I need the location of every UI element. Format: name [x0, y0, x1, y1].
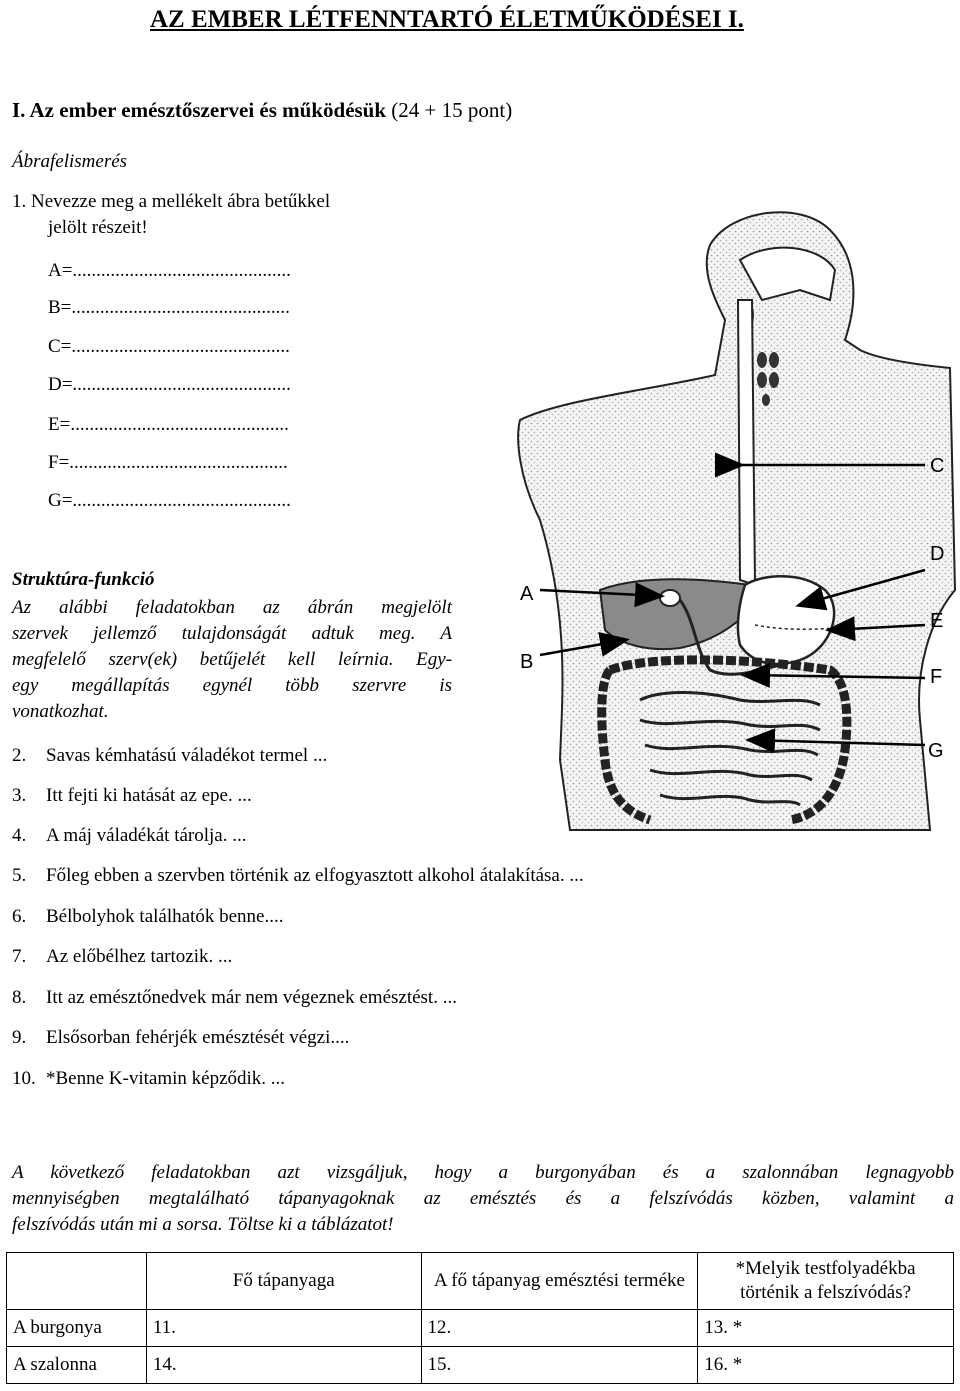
question-number: 9. [12, 1027, 27, 1048]
label-E: E [930, 610, 944, 632]
question-text: Bélbolyhok találhatók benne.... [46, 906, 284, 927]
answer-cell-13[interactable]: 13. * [698, 1310, 954, 1347]
question-1-line1: 1. Nevezze meg a mellékelt ábra betűkkel [12, 191, 331, 212]
question-9[interactable] [12, 1027, 349, 1049]
table-cell: A szalonna [7, 1347, 147, 1384]
section-points: (24 + 15 pont) [391, 98, 513, 122]
table-header-row [7, 1253, 954, 1310]
question-2[interactable] [12, 745, 327, 767]
esophagus [738, 300, 755, 585]
answer-cell-15[interactable]: 15. [421, 1347, 698, 1384]
intro-line: Az alábbi feladatokban az ábrán megjelölt [12, 597, 452, 618]
gallbladder [660, 590, 680, 606]
question-text: Itt fejti ki hatását az epe. ... [46, 785, 252, 806]
question-number: 6. [12, 906, 27, 927]
question-7[interactable] [12, 946, 232, 968]
blank-C[interactable]: C=.............................................. [48, 336, 290, 357]
answer-cell-11[interactable]: 11. [146, 1310, 421, 1347]
table-header-cell: *Melyik testfolyadékba történik a felszívódás? [698, 1253, 954, 1310]
paragraph-line: mennyiségben megtalálható tápanyagoknak az emésztés és a felszívódás közben, valamint a [12, 1188, 954, 1209]
table-header-cell: Fő tápanyaga [146, 1253, 421, 1310]
nutrient-table [6, 1252, 954, 1384]
section-heading-text: I. Az ember emésztőszervei és működésük [12, 98, 387, 122]
label-C: C [930, 455, 945, 477]
section-heading [12, 98, 512, 123]
body-outline [518, 212, 955, 830]
question-text: *Benne K-vitamin képződik. ... [46, 1068, 286, 1089]
question-text: Savas kémhatású váladékot termel ... [46, 745, 328, 766]
question-number: 3. [12, 785, 27, 806]
question-text: Az előbélhez tartozik. ... [46, 946, 233, 967]
diagram-recognition-heading: Ábrafelismerés [12, 151, 128, 172]
question-8[interactable] [12, 987, 457, 1009]
label-F: F [930, 666, 943, 688]
question-number: 10. [12, 1068, 36, 1089]
blank-E[interactable]: E=.............................................. [48, 414, 289, 435]
label-A: A [520, 583, 534, 605]
question-3[interactable] [12, 785, 252, 807]
intro-line: megfelelő szerv(ek) betűjelét kell leírnia. Egy- [12, 649, 452, 670]
label-G: G [928, 740, 944, 762]
paragraph-line: felszívódás után mi a sorsa. Töltse ki a táblázatot! [12, 1214, 394, 1235]
question-number: 8. [12, 987, 27, 1008]
table-header-cell: A fő tápanyag emésztési terméke [421, 1253, 698, 1310]
table-header-cell [7, 1253, 147, 1310]
blank-F[interactable]: F=.............................................. [48, 452, 288, 473]
intro-line: szervek jellemző tulajdonságát adtuk meg. A [12, 623, 452, 644]
question-text: Elsősorban fehérjék emésztését végzi.... [46, 1027, 350, 1048]
question-number: 7. [12, 946, 27, 967]
question-number: 4. [12, 825, 27, 846]
question-1-line2: jelölt részeit! [48, 217, 148, 238]
question-number: 2. [12, 745, 27, 766]
blank-B[interactable]: B=.............................................. [48, 297, 290, 318]
answer-cell-12[interactable]: 12. [421, 1310, 698, 1347]
blank-A[interactable]: A=.............................................. [48, 260, 291, 281]
blank-G[interactable]: G=.............................................. [48, 490, 291, 511]
label-B: B [520, 651, 534, 673]
intro-line: egy megállapítás egynél több szervre is [12, 675, 452, 696]
table-row [7, 1347, 954, 1384]
question-4[interactable] [12, 825, 246, 847]
question-text: A máj váladékát tárolja. ... [46, 825, 247, 846]
blank-D[interactable]: D=.............................................. [48, 374, 291, 395]
structure-function-heading: Struktúra-funkció [12, 569, 155, 590]
question-text: Főleg ebben a szervben történik az elfogyasztott alkohol átalakítása. ... [46, 865, 584, 886]
paragraph-line: A következő feladatokban azt vizsgáljuk, hogy a burgonyában és a szalonnában legnagyobb [12, 1162, 954, 1183]
table-intro-paragraph [12, 1160, 954, 1238]
intro-line: vonatkozhat. [12, 701, 109, 722]
label-D: D [930, 543, 945, 565]
answer-cell-16[interactable]: 16. * [698, 1347, 954, 1384]
digestive-system-diagram [500, 200, 960, 840]
question-number: 5. [12, 865, 27, 886]
structure-function-intro [12, 595, 452, 725]
table-cell: A burgonya [7, 1310, 147, 1347]
question-6[interactable] [12, 906, 283, 928]
question-text: Itt az emésztőnedvek már nem végeznek emésztést. ... [46, 987, 457, 1008]
question-10[interactable] [12, 1068, 285, 1090]
table-row [7, 1310, 954, 1347]
question-5[interactable] [12, 865, 584, 887]
answer-cell-14[interactable]: 14. [146, 1347, 421, 1384]
page-title: AZ EMBER LÉTFENNTARTÓ ÉLETMŰKÖDÉSEI I. [150, 6, 744, 33]
